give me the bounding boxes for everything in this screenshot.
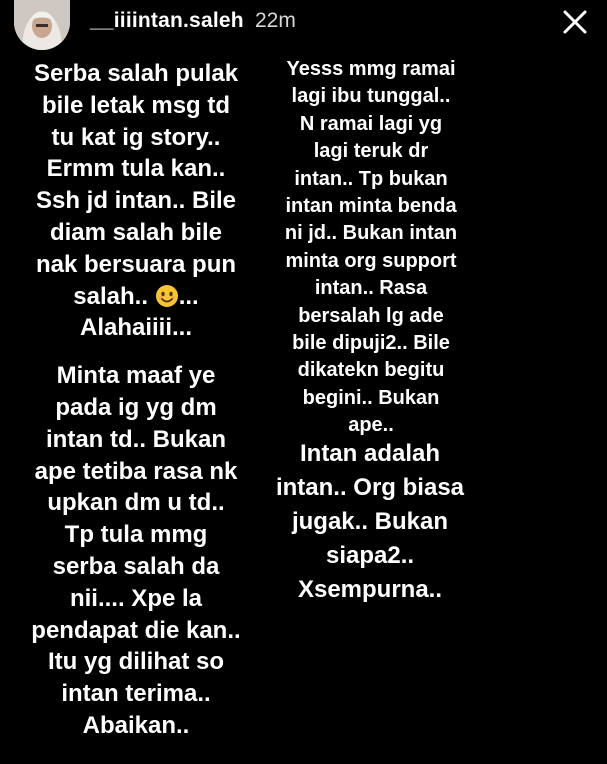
text-line: N ramai lagi yg bbox=[299, 112, 443, 135]
text-line: siapa2.. bbox=[325, 542, 415, 569]
text-line: Yesss mmg ramai bbox=[286, 58, 456, 80]
text-line: Serba salah pulak bbox=[33, 60, 239, 87]
text-line: Abaikan.. bbox=[82, 711, 190, 739]
text-line: intan terima.. bbox=[61, 680, 211, 708]
story-text-left bbox=[12, 58, 260, 742]
text-line: pendapat die kan.. bbox=[31, 616, 241, 644]
text-line: jugak.. Bukan bbox=[291, 508, 449, 535]
username[interactable]: __iiiintan.saleh bbox=[90, 9, 244, 32]
text-line: tu kat ig story.. bbox=[51, 123, 221, 151]
text-line: intan td.. Bukan bbox=[46, 425, 226, 453]
text-line: Xsempurna.. bbox=[297, 576, 443, 603]
text-line: Ssh jd intan.. Bile bbox=[35, 187, 237, 215]
text-line: intan.. Tp bukan bbox=[294, 167, 448, 190]
text-line: lagi ibu tunggal.. bbox=[291, 85, 451, 108]
post-time: 22m bbox=[255, 9, 296, 32]
text-line: pada ig yg dm bbox=[55, 393, 217, 421]
text-line: serba salah da bbox=[52, 552, 220, 580]
text-fragment: ... bbox=[178, 282, 199, 310]
text-line: begini.. Bukan bbox=[302, 386, 440, 409]
text-line: intan.. Org biasa bbox=[275, 474, 465, 501]
story-text-right-upper bbox=[252, 56, 490, 440]
text-line: ape tetiba rasa nk bbox=[34, 457, 238, 485]
text-line: bile letak msg td bbox=[41, 91, 231, 119]
text-line: bile dipuji2.. Bile bbox=[292, 332, 450, 355]
text-line: ape.. bbox=[348, 414, 394, 437]
text-line: intan minta benda bbox=[285, 195, 457, 218]
text-line: nii.... Xpe la bbox=[69, 584, 203, 612]
close-icon[interactable] bbox=[557, 4, 593, 40]
text-line: upkan dm u td.. bbox=[47, 489, 225, 517]
story-text-right-lower bbox=[246, 437, 494, 607]
text-line: Intan adalah bbox=[299, 440, 441, 467]
text-line: Tp tula mmg bbox=[64, 521, 208, 549]
text-line: Ermm tula kan.. bbox=[46, 155, 226, 183]
text-line: Itu yg dilihat so bbox=[47, 648, 224, 676]
text-line: lagi teruk dr bbox=[313, 140, 429, 163]
paragraph-gap bbox=[12, 344, 260, 360]
smiling-face-emoji-icon bbox=[155, 284, 179, 308]
text-line: nak bersuara pun bbox=[35, 250, 237, 278]
text-line: ni jd.. Bukan intan bbox=[284, 222, 458, 245]
text-fragment: salah.. bbox=[73, 282, 149, 310]
text-line: Minta maaf ye bbox=[56, 362, 216, 390]
user-avatar-icon[interactable] bbox=[14, 0, 70, 50]
text-line: intan.. Rasa bbox=[314, 277, 428, 300]
text-line: minta org support bbox=[285, 249, 457, 272]
text-line: diam salah bile bbox=[49, 218, 223, 246]
text-line: dikatekn begitu bbox=[297, 359, 445, 382]
text-line-with-emoji bbox=[12, 281, 260, 313]
text-line: Alahaiiii... bbox=[79, 314, 193, 342]
text-line: bersalah lg ade bbox=[298, 304, 444, 327]
